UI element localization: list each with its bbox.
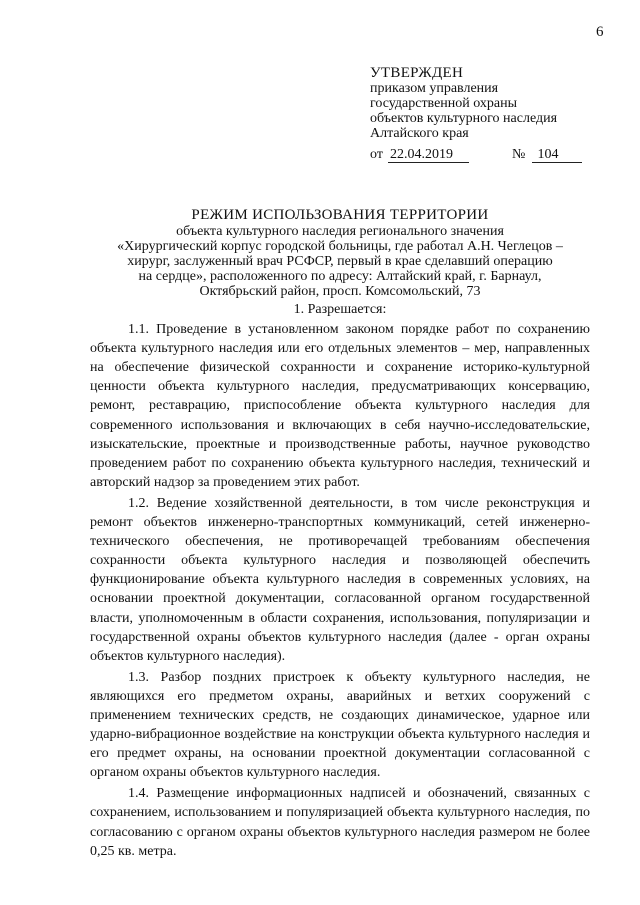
section-heading: 1. Разрешается: bbox=[293, 302, 387, 317]
approval-line: объектов культурного наследия bbox=[370, 111, 558, 126]
title-subline: объекта культурного наследия регионального значения bbox=[176, 224, 504, 239]
page-number: 6 bbox=[596, 24, 604, 40]
title-subline: Октябрьский район, просп. Комсомольский, 73 bbox=[199, 284, 481, 299]
number-prefix: № bbox=[512, 147, 526, 162]
document-body bbox=[90, 298, 590, 861]
paragraph: 1.4. Размещение информационных надписей и обозначений, связанных с сохранением, использованием и популяризацией объекта культурного наследия, по согласованию с органом охраны объектов культурного наследия размером не более 0,25 кв. метра. bbox=[90, 786, 590, 859]
paragraph: 1.3. Разбор поздних пристроек к объекту культурного наследия, не являющихся его предметом охраны, аварийных и ветхих сооружений с применением технических средств, не создающих динамическое, ударное или ударно-вибрационное воздействие на конструкции объекта культурного наследия и его предмет охраны, на основании проектной документации согласованной с органом охраны объектов культурного наследия. bbox=[90, 669, 590, 781]
document-title: РЕЖИМ ИСПОЛЬЗОВАНИЯ ТЕРРИТОРИИ bbox=[191, 207, 489, 223]
order-date-number bbox=[370, 147, 610, 167]
order-number: 104 bbox=[532, 147, 582, 163]
approval-heading: УТВЕРЖДЕН bbox=[370, 65, 464, 81]
title-subline: «Хирургический корпус городской больницы, где работал А.Н. Чеглецов – bbox=[117, 239, 563, 254]
document-title-block bbox=[90, 206, 590, 299]
title-subline: хирург, заслуженный врач РСФСР, первый в крае сделавший операцию bbox=[127, 254, 553, 269]
order-date: 22.04.2019 bbox=[388, 147, 469, 163]
paragraph: 1.2. Ведение хозяйственной деятельности, в том числе реконструкция и ремонт объектов инженерно-транспортных коммуникаций, сетей инженерно-технического обеспечения, не противоречащей требованиям обеспечения сохранности объекта культурного наследия и позволяющей обеспечить функционирование объекта культурного наследия в современных условиях, на основании проектной документации, согласованной органом государственной власти, уполномоченным в области сохранения, использования, популяризации и государственной охраны объектов культурного наследия (далее - орган охраны объектов культурного наследия). bbox=[90, 495, 590, 664]
paragraph: 1.1. Проведение в установленном законом порядке работ по сохранению объекта культурного наследия или его отдельных элементов – мер, направленных на обеспечение физической сохранности и сохранение историко-культурной ценности объекта культурного наследия, предусматривающих консервацию, ремонт, реставрацию, приспособление объекта культурного наследия для современного использования и включающих в себя научно-исследовательские, изыскательские, проектные и производственные работы, научное руководство проведением работ по сохранению объекта культурного наследия, технический и авторский надзор за проведением этих работ. bbox=[90, 322, 590, 490]
date-prefix: от bbox=[370, 147, 383, 162]
approval-line: приказом управления bbox=[370, 81, 499, 96]
title-subline: на сердце», расположенного по адресу: Алтайский край, г. Барнаул, bbox=[138, 269, 542, 284]
approval-line: государственной охраны bbox=[370, 96, 518, 111]
approval-stamp bbox=[370, 66, 610, 167]
approval-line: Алтайского края bbox=[370, 126, 469, 141]
